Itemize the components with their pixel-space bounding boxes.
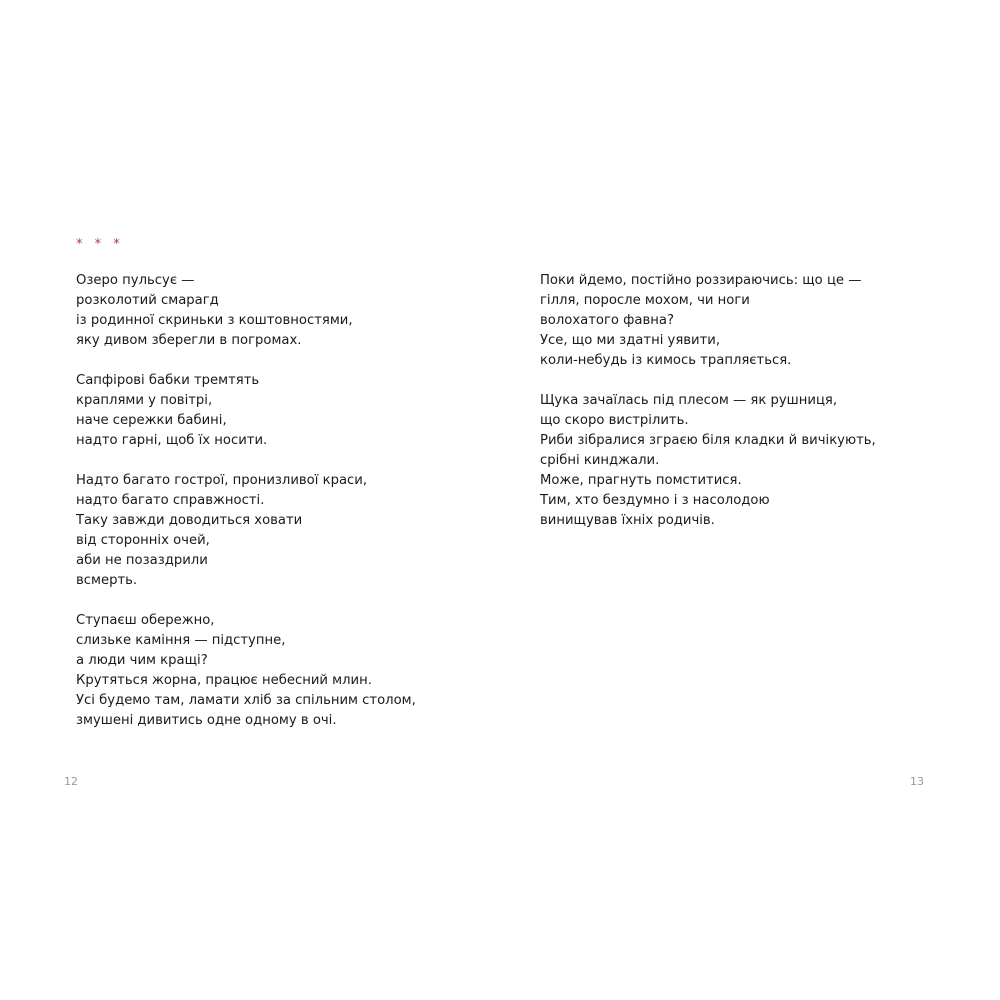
poem-line: розколотий смарагд	[76, 293, 219, 308]
poem-line: із родинної скриньки з коштовностями,	[76, 313, 353, 328]
poem-line: яку дивом зберегли в погромах.	[76, 333, 302, 348]
poem-line: коли-небудь із кимось трапляється.	[540, 353, 792, 368]
poem-line: надто гарні, щоб їх носити.	[76, 433, 268, 448]
stanza	[540, 391, 940, 531]
poem-line: Тим, хто бездумно і з насолодою	[540, 493, 770, 508]
poem-line: аби не позаздрили	[76, 553, 208, 568]
poem-line: Може, прагнуть помститися.	[540, 473, 742, 488]
stanza	[76, 271, 476, 351]
poem-line: срібні кинджали.	[540, 453, 660, 468]
poem-line: Сапфірові бабки тремтять	[76, 373, 260, 388]
page-number-left: 12	[64, 775, 78, 788]
poem-line: Надто багато гострої, пронизливої краси,	[76, 473, 368, 488]
poem-line: Усе, що ми здатні уявити,	[540, 333, 721, 348]
poem-line: наче сережки бабині,	[76, 413, 227, 428]
poem-line: що скоро вистрілить.	[540, 413, 689, 428]
poem-line: а люди чим кращі?	[76, 653, 208, 668]
right-page-poem	[540, 271, 940, 551]
poem-line: Крутяться жорна, працює небесний млин.	[76, 673, 372, 688]
poem-line: винищував їхніх родичів.	[540, 513, 715, 528]
poem-line: Таку завжди доводиться ховати	[76, 513, 303, 528]
poem-line: Озеро пульсує —	[76, 273, 195, 288]
stanza	[540, 271, 940, 371]
poem-line: Щука зачаїлась під плесом — як рушниця,	[540, 393, 838, 408]
poem-line: змушені дивитись одне одному в очі.	[76, 713, 337, 728]
poem-line: краплями у повітрі,	[76, 393, 213, 408]
poem-line: слизьке каміння — підступне,	[76, 633, 286, 648]
poem-line: надто багато справжності.	[76, 493, 265, 508]
poem-line: Риби зібралися зграєю біля кладки й вичікують,	[540, 433, 876, 448]
section-asterism: * * *	[76, 237, 124, 252]
page-number-right: 13	[910, 775, 924, 788]
stanza	[76, 471, 476, 591]
poem-line: всмерть.	[76, 573, 138, 588]
poem-line: Усі будемо там, ламати хліб за спільним столом,	[76, 693, 416, 708]
poem-line: гілля, поросле мохом, чи ноги	[540, 293, 750, 308]
poem-line: Поки йдемо, постійно роззираючись: що це —	[540, 273, 862, 288]
poem-line: Ступаєш обережно,	[76, 613, 215, 628]
left-page-poem	[76, 271, 476, 751]
poem-line: волохатого фавна?	[540, 313, 674, 328]
stanza	[76, 371, 476, 451]
poem-line: від сторонніх очей,	[76, 533, 210, 548]
stanza	[76, 611, 476, 731]
